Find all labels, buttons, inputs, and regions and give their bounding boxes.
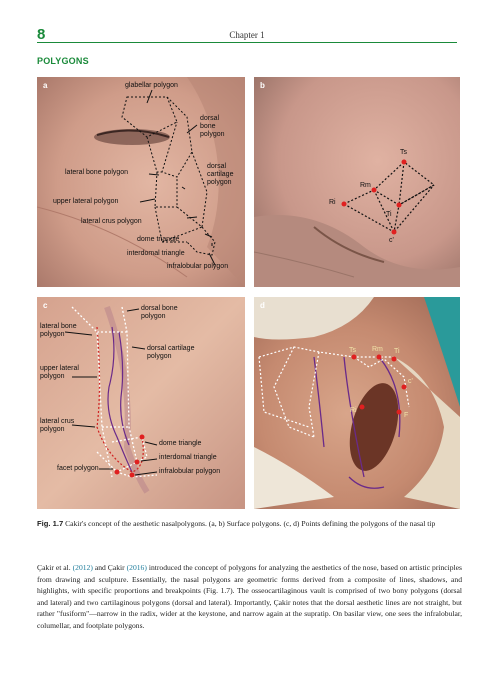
label-c-dorsal-cartilage-polygon: dorsal cartilage polygon [147, 345, 195, 360]
citation-link-2016[interactable]: (2016) [126, 563, 147, 572]
point-ri: Ri [329, 199, 336, 206]
body-paragraph [37, 562, 462, 632]
body-author-1: Çakir et al. [37, 563, 71, 572]
label-c-lateral-bone-polygon: lateral bone polygon [40, 323, 77, 338]
figure-panel-b [254, 77, 460, 287]
point-d-rm: Rm [372, 346, 383, 353]
point-d-c: c' [408, 378, 413, 385]
label-c-infralobular-polygon: infralobular polygon [159, 468, 221, 475]
label-c-upper-lateral-polygon: upper lateral polygon [40, 365, 79, 380]
panel-letter-b: b [260, 81, 265, 90]
label-lateral-crus-polygon: lateral crus polygon [81, 218, 142, 225]
panel-letter-d: d [260, 301, 265, 310]
point-ts: Ts [400, 149, 407, 156]
point-ti: Ti [386, 211, 392, 218]
citation-link-2012[interactable]: (2012) [72, 563, 93, 572]
point-d-f: F [404, 412, 409, 419]
label-c-facet-polygon: facet polygon [57, 465, 99, 472]
label-glabellar-polygon: glabellar polygon [125, 82, 178, 89]
label-dorsal-bone-polygon: dorsal bone polygon [200, 115, 225, 138]
label-dorsal-cartilage-polygon: dorsal cartilage polygon [207, 163, 234, 186]
label-dome-triangle: dome triangle [137, 236, 180, 243]
point-d-ts: Ts [349, 347, 356, 354]
label-c-dome-triangle: dome triangle [159, 440, 202, 447]
point-d-ri: Ri [350, 407, 357, 414]
figure-panel-c [37, 297, 245, 509]
label-c-lateral-crus-polygon: lateral crus polygon [40, 418, 75, 433]
panel-letter-c: c [43, 301, 48, 310]
point-c: c' [389, 237, 394, 244]
body-text: introduced the concept of polygons for analyzing the aesthetics of the nose, based on artistic principles from drawing and sculpture. Essentially, the nasal polygons are geometric forms derived from a composite of lines, shadows, and highlights, with specific proportions and breakpoints (Fig. 1.7). The osseocartilaginous vault is comprised of two bony polygons (dorsal and lateral) and two cartilaginous polygons (dorsal and lateral). Importantly, Çakir notes that the dorsal aesthetic lines are not straight, but rather "fusiform"—narrow in the radix, wider at the keystone, and narrow again at the supratip. On basilar view, one sees the infralobular, columellar, and footplate polygons. [37, 563, 462, 630]
point-d-ti: Ti [394, 348, 400, 355]
figure-panel-a [37, 77, 245, 287]
label-interdomal-triangle: interdomal triangle [127, 250, 185, 257]
label-c-dorsal-bone-polygon: dorsal bone polygon [141, 305, 178, 320]
chapter-label: Chapter 1 [229, 30, 265, 40]
section-title: POLYGONS [37, 56, 89, 66]
figure-caption-text: Cakir's concept of the aesthetic nasalpolygons. (a, b) Surface polygons. (c, d) Points defining the polygons of the nasal tip [65, 519, 436, 528]
page-number: 8 [37, 26, 46, 43]
figure-panel-d [254, 297, 460, 509]
panel-b-photo [254, 77, 460, 287]
label-lateral-bone-polygon: lateral bone polygon [65, 169, 129, 176]
label-c-interdomal-triangle: interdomal triangle [159, 454, 217, 461]
panel-letter-a: a [43, 81, 48, 90]
label-upper-lateral-polygon: upper lateral polygon [53, 198, 119, 205]
figure-caption [37, 518, 462, 529]
page-header [37, 28, 457, 43]
panel-d-photo [254, 297, 460, 509]
body-author-2: and Çakir [94, 563, 125, 572]
figure-number: Fig. 1.7 [37, 519, 64, 528]
point-rm: Rm [360, 182, 371, 189]
label-infralobular-polygon: infralobular polygon [167, 263, 229, 270]
